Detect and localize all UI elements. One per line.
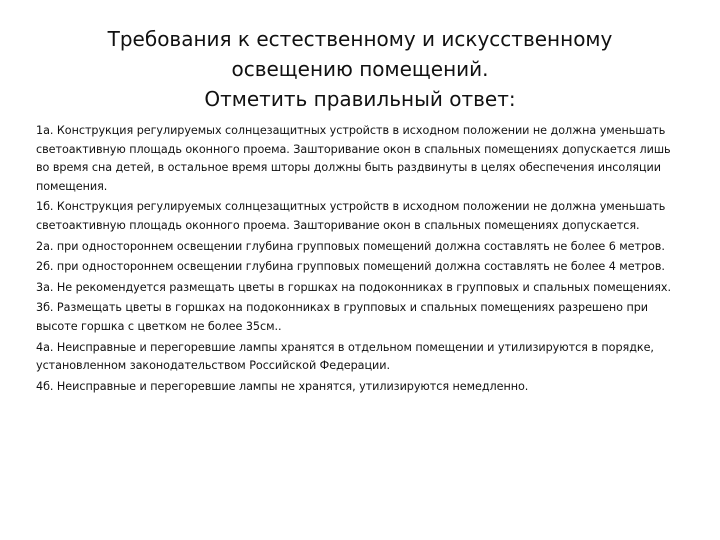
slide-title: [40, 24, 680, 114]
title-line-2: освещению помещений.: [231, 57, 489, 81]
title-line-1: Требования к естественному и искусственному: [107, 27, 613, 51]
answer-option-1a[interactable]: 1а. Конструкция регулируемых солнцезащитных устройств в исходном положении не должна уменьшать светоактивную площадь оконного проема. Зашторивание окон в спальных помещениях допускается лишь во время сна детей, в остальное время шторы должны быть раздвинуты в целях обеспечения инсоляции помещения.: [36, 124, 671, 193]
answer-option-1b[interactable]: 1б. Конструкция регулируемых солнцезащитных устройств в исходном положении не должна уменьшать светоактивную площадь оконного проема. Зашторивание окон в спальных помещениях допускается.: [36, 200, 666, 232]
answer-option-3b[interactable]: 3б. Размещать цветы в горшках на подоконниках в групповых и спальных помещениях разрешено при высоте горшка с цветком не более 35см..: [36, 301, 649, 333]
answer-option-4a[interactable]: 4а. Неисправные и перегоревшие лампы хранятся в отдельном помещении и утилизируются в порядке, установленном законодательством Российской Федерации.: [36, 340, 654, 373]
answer-options-list: [36, 122, 686, 398]
answer-option-4b[interactable]: 4б. Неисправные и перегоревшие лампы не хранятся, утилизируются немедленно.: [36, 379, 529, 393]
answer-option-3a[interactable]: 3а. Не рекомендуется размещать цветы в горшках на подоконниках в групповых и спальных помещениях.: [36, 280, 671, 294]
answer-option-2b[interactable]: 2б. при одностороннем освещении глубина групповых помещений должна составлять не более 4 метров.: [36, 260, 665, 274]
answer-option-2a[interactable]: 2а. при одностороннем освещении глубина групповых помещений должна составлять не более 6 метров.: [36, 239, 665, 253]
title-line-3: Отметить правильный ответ:: [204, 87, 516, 111]
